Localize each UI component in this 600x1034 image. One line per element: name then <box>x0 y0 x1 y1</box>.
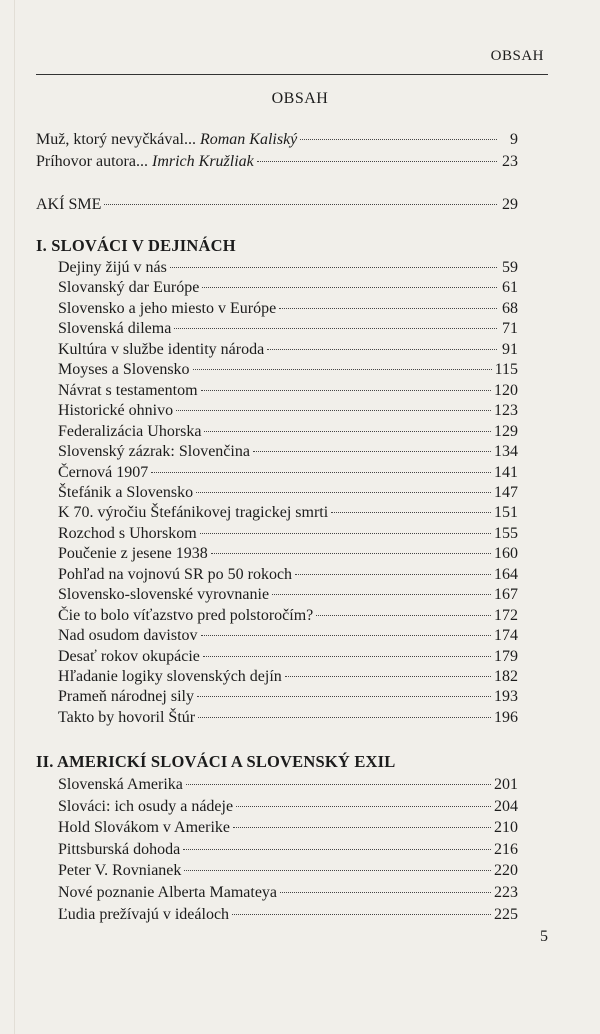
toc-entry-label: Takto by hovoril Štúr <box>58 708 196 726</box>
leader-dots <box>196 492 491 493</box>
toc-entry-page: 68 <box>502 299 518 317</box>
toc-entry-label: Desať rokov okupácie <box>58 647 200 665</box>
toc-entry-label: Slovenská Amerika <box>58 776 183 793</box>
toc-entry <box>36 257 518 279</box>
leader-dots <box>151 472 491 473</box>
leader-dots <box>272 594 491 595</box>
leader-dots <box>170 267 497 268</box>
toc-entry <box>36 298 518 320</box>
toc-entry <box>36 584 518 606</box>
leader-dots <box>201 635 491 636</box>
toc-entry <box>36 318 518 340</box>
toc-entry-label: Muž, ktorý nevyčkával... Roman Kaliský <box>36 131 298 148</box>
leader-dots <box>186 784 491 785</box>
toc-entry-label: Slovenský zázrak: Slovenčina <box>58 443 250 461</box>
leader-dots <box>203 656 491 657</box>
toc-entry <box>36 523 518 545</box>
toc-entry-label: Nad osudom davistov <box>58 627 198 645</box>
toc-entry <box>36 359 518 381</box>
toc-entry-page: 196 <box>494 708 518 726</box>
toc-entry-label: Slovanský dar Európe <box>58 279 200 297</box>
toc-entry-author: Imrich Kružliak <box>151 153 254 170</box>
toc-entry <box>36 686 518 708</box>
toc-entry-page: 220 <box>494 862 518 880</box>
toc-entry-label: Rozchod s Uhorskom <box>58 524 197 542</box>
toc-entry-page: 71 <box>502 320 518 338</box>
toc-entry-label: Černová 1907 <box>58 463 149 481</box>
leader-dots <box>201 390 491 391</box>
toc-entry-label: Hold Slovákom v Amerike <box>58 819 230 837</box>
section-heading: II. AMERICKÍ SLOVÁCI A SLOVENSKÝ EXIL <box>36 752 396 771</box>
toc-entry <box>36 796 518 818</box>
toc-entry <box>36 441 518 463</box>
toc-entry-author: Roman Kaliský <box>199 131 298 148</box>
page-edge-shadow <box>14 0 15 1034</box>
toc-entry <box>36 543 518 565</box>
leader-dots <box>267 349 497 350</box>
toc-entry-label: Ľudia prežívajú v ideáloch <box>58 905 230 923</box>
toc-entry-page: 59 <box>502 259 518 276</box>
toc-entry-page: 23 <box>502 153 518 170</box>
leader-dots <box>233 827 491 828</box>
toc-entry-label: Slovenská dilema <box>58 320 172 338</box>
leader-dots <box>253 451 491 452</box>
toc-entry-page: 129 <box>494 422 518 440</box>
toc-entry <box>36 151 518 173</box>
leader-dots <box>295 574 491 575</box>
leader-dots <box>104 204 497 205</box>
toc-entry <box>36 462 518 484</box>
toc-title: OBSAH <box>271 90 329 107</box>
toc-entry-page: 134 <box>494 443 518 461</box>
toc-entry-aki-sme <box>36 194 518 216</box>
toc-entry <box>36 646 518 668</box>
toc-entry-label: Slováci: ich osudy a nádeje <box>58 797 234 815</box>
leader-dots <box>197 696 491 697</box>
toc-entry-label: Slovensko a jeho miesto v Európe <box>58 299 277 317</box>
toc-entry <box>36 707 518 729</box>
toc-entry-label: Čie to bolo víťazstvo pred polstoročím? <box>58 606 314 624</box>
toc-entry <box>36 339 518 361</box>
toc-entry-label: Poučenie z jesene 1938 <box>58 545 208 563</box>
page-number: 5 <box>540 928 548 945</box>
toc-entry <box>36 839 518 861</box>
leader-dots <box>300 139 497 140</box>
leader-dots <box>280 892 491 893</box>
toc-entry-label: K 70. výročiu Štefánikovej tragickej smrti <box>58 504 329 522</box>
toc-entry-page: 160 <box>494 545 518 563</box>
toc-entry-label: Nové poznanie Alberta Mamateya <box>58 884 278 901</box>
toc-entry-label: Príhovor autora... Imrich Kružliak <box>36 153 254 170</box>
toc-entry-page: 164 <box>494 565 518 583</box>
toc-entry <box>36 904 518 926</box>
toc-entry-label: Pittsburská dohoda <box>58 840 181 858</box>
toc-entry-label: Návrat s testamentom <box>58 381 198 399</box>
toc-entry-label: Dejiny žijú v nás <box>58 259 167 276</box>
toc-entry-label: Peter V. Rovnianek <box>58 862 182 880</box>
section-heading: I. SLOVÁCI V DEJINÁCH <box>36 236 236 255</box>
toc-entry <box>36 666 518 688</box>
toc-entry <box>36 400 518 422</box>
toc-entry-page: 193 <box>494 688 518 706</box>
toc-entry <box>36 625 518 647</box>
toc-entry-page: 210 <box>494 819 518 837</box>
toc-entry-page: 91 <box>502 340 518 358</box>
leader-dots <box>232 914 491 915</box>
toc-entry <box>36 129 518 151</box>
leader-dots <box>211 553 491 554</box>
leader-dots <box>204 431 491 432</box>
leader-dots <box>176 410 491 411</box>
running-head: OBSAH <box>490 48 544 64</box>
toc-entry <box>36 502 518 524</box>
toc-entry <box>36 421 518 443</box>
toc-entry-page: 115 <box>494 361 518 379</box>
toc-entry-label: Federalizácia Uhorska <box>58 422 202 440</box>
leader-dots <box>257 161 497 162</box>
toc-entry <box>36 774 518 796</box>
toc-entry-page: 123 <box>494 402 518 420</box>
leader-dots <box>193 369 492 370</box>
toc-entry-page: 167 <box>494 586 518 604</box>
toc-entry-page: 141 <box>494 463 518 481</box>
leader-dots <box>174 328 497 329</box>
toc-entry-page: 151 <box>494 504 518 522</box>
toc-entry-page: 61 <box>502 279 518 297</box>
leader-dots <box>198 717 491 718</box>
leader-dots <box>279 308 497 309</box>
toc-entry <box>36 860 518 882</box>
toc-entry <box>36 564 518 586</box>
toc-entry-page: 155 <box>494 524 518 542</box>
leader-dots <box>202 287 497 288</box>
toc-entry-page: 179 <box>494 647 518 665</box>
leader-dots <box>184 870 491 871</box>
leader-dots <box>200 533 491 534</box>
toc-entry-page: 223 <box>494 884 518 901</box>
toc-entry-label: Kultúra v službe identity národa <box>58 340 265 358</box>
leader-dots <box>183 849 491 850</box>
toc-entry-page: 201 <box>494 776 518 793</box>
toc-entry-page: 29 <box>502 196 518 213</box>
toc-entry-page: 182 <box>494 668 518 685</box>
toc-entry-label: Štefánik a Slovensko <box>58 483 194 501</box>
toc-entry-label: AKÍ SME <box>36 196 102 213</box>
toc-entry <box>36 482 518 504</box>
toc-entry-label: Pohľad na vojnovú SR po 50 rokoch <box>58 565 293 583</box>
toc-entry-page: 120 <box>494 381 518 399</box>
toc-entry <box>36 882 518 904</box>
toc-entry-page: 9 <box>510 131 518 148</box>
toc-entry-label: Hľadanie logiky slovenských dejín <box>58 668 282 685</box>
toc-entry-label: Historické ohnivo <box>58 402 174 420</box>
toc-entry-label: Moyses a Slovensko <box>58 361 190 379</box>
toc-entry-page: 216 <box>494 840 518 858</box>
toc-entry-page: 174 <box>494 627 518 645</box>
toc-entry <box>36 605 518 627</box>
toc-entry <box>36 277 518 299</box>
toc-entry-page: 172 <box>494 606 518 624</box>
leader-dots <box>236 806 491 807</box>
toc-entry-page: 225 <box>494 905 518 923</box>
toc-entry <box>36 380 518 402</box>
toc-entry-page: 204 <box>494 797 518 815</box>
toc-entry-page: 147 <box>494 483 518 501</box>
toc-entry-label: Prameň národnej sily <box>58 688 194 706</box>
header-rule <box>36 74 548 75</box>
leader-dots <box>285 676 491 677</box>
leader-dots <box>331 512 491 513</box>
leader-dots <box>316 615 491 616</box>
toc-entry-label: Slovensko-slovenské vyrovnanie <box>58 586 270 604</box>
toc-entry <box>36 817 518 839</box>
